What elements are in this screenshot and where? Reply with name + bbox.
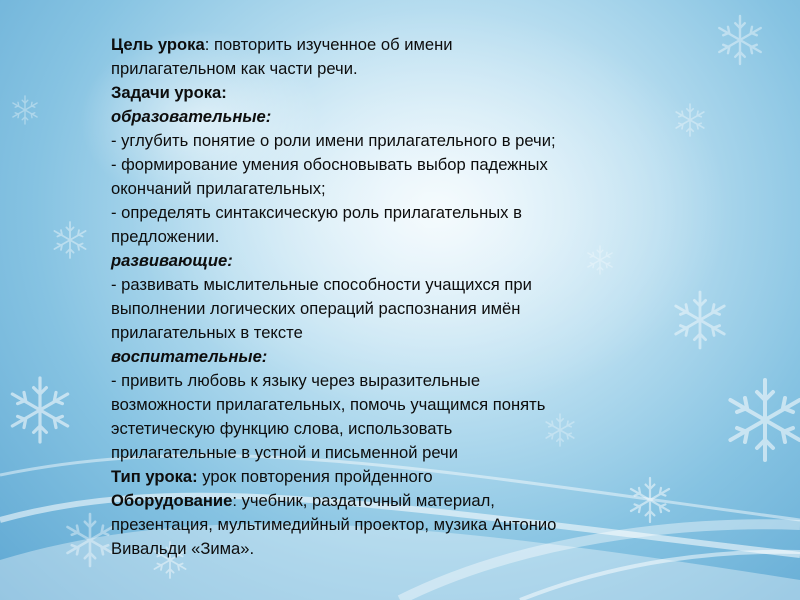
educational-line: - определять синтаксическую роль прилагательных в <box>111 203 522 222</box>
equipment-line-3: Вивальди «Зима». <box>111 539 255 558</box>
educational-heading: образовательные: <box>111 107 272 126</box>
developing-line: - развивать мыслительные способности учащихся при <box>111 275 532 294</box>
equipment-line-2: презентация, мультимедийный проектор, музика Антонио <box>111 515 557 534</box>
equipment-text: : учебник, раздаточный материал, <box>232 491 495 510</box>
upbringing-line: прилагательные в устной и письменной речи <box>111 443 458 462</box>
educational-line: окончаний прилагательных; <box>111 179 326 198</box>
goal-label: Цель урока <box>111 35 205 54</box>
upbringing-line: возможности прилагательных, помочь учащимся понять <box>111 395 546 414</box>
lesson-plan-text <box>111 33 671 561</box>
educational-line: - формирование умения обосновывать выбор падежных <box>111 155 548 174</box>
developing-line: выполнении логических операций распознания имён <box>111 299 521 318</box>
tasks-heading: Задачи урока: <box>111 83 227 102</box>
lesson-type-label: Тип урока: <box>111 467 198 486</box>
goal-line-2: прилагательном как части речи. <box>111 59 358 78</box>
goal-text: : повторить изученное об имени <box>204 35 453 54</box>
lesson-type-line <box>111 465 671 489</box>
equipment-line-1 <box>111 489 671 513</box>
developing-heading: развивающие: <box>111 251 233 270</box>
developing-line: прилагательных в тексте <box>111 323 303 342</box>
upbringing-heading: воспитательные: <box>111 347 268 366</box>
upbringing-line: эстетическую функцию слова, использовать <box>111 419 453 438</box>
goal-line-1 <box>111 33 671 57</box>
educational-line: предложении. <box>111 227 220 246</box>
upbringing-line: - привить любовь к языку через выразительные <box>111 371 481 390</box>
educational-line: - углубить понятие о роли имени прилагательного в речи; <box>111 131 556 150</box>
equipment-label: Оборудование <box>111 491 233 510</box>
lesson-type-text: урок повторения пройденного <box>197 467 433 486</box>
